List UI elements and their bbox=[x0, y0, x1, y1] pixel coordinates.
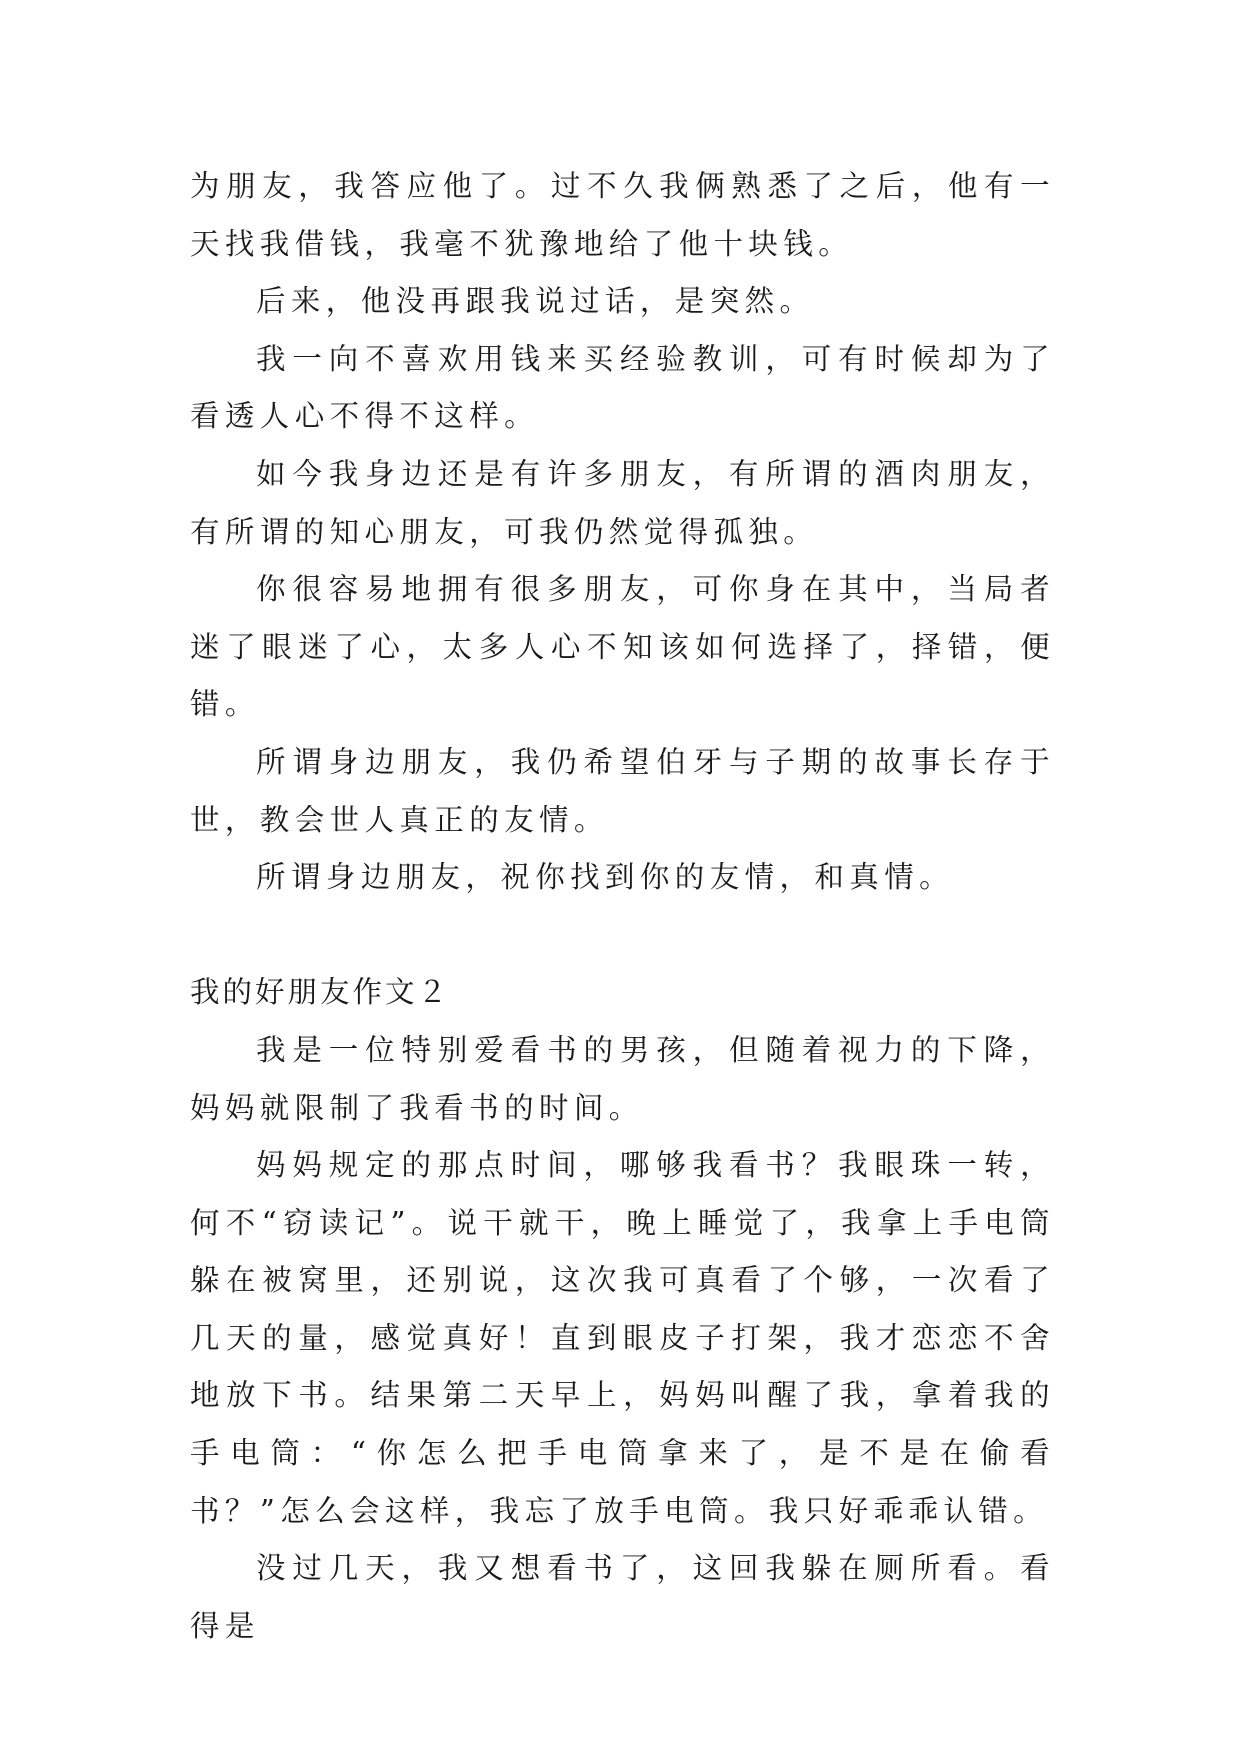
paragraph: 你很容易地拥有很多朋友，可你身在其中，当局者迷了眼迷了心，太多人心不知该如何选择了，择错，便错。 bbox=[190, 572, 1055, 722]
paragraph: 我是一位特别爱看书的男孩，但随着视力的下降，妈妈就限制了我看书的时间。 bbox=[190, 1032, 1055, 1125]
paragraph: 所谓身边朋友，我仍希望伯牙与子期的故事长存于世，教会世人真正的友情。 bbox=[190, 744, 1055, 837]
paragraph-continued: 为朋友，我答应他了。过不久我俩熟悉了之后，他有一天找我借钱，我毫不犹豫地给了他十块钱。 bbox=[190, 169, 1055, 261]
paragraph: 我一向不喜欢用钱来买经验教训，可有时候却为了看透人心不得不这样。 bbox=[190, 341, 1055, 434]
paragraph: 后来，他没再跟我说过话，是突然。 bbox=[256, 284, 815, 319]
paragraph: 如今我身边还是有许多朋友，有所谓的酒肉朋友，有所谓的知心朋友，可我仍然觉得孤独。 bbox=[190, 456, 1055, 549]
paragraph: 没过几天，我又想看书了，这回我躲在厕所看。看得是 bbox=[190, 1551, 1055, 1643]
section-heading: 我的好朋友作文２ bbox=[190, 975, 451, 1010]
paragraph: 妈妈规定的那点时间，哪够我看书？我眼珠一转，何不“窃读记”。说干就干，晚上睡觉了，我拿上手电筒躲在被窝里，还别说，这次我可真看了个够，一次看了几天的量，感觉真好！直到眼皮子打架，我才恋恋不舍地放下书。结果第二天早上，妈妈叫醒了我，拿着我的手电筒：“你怎么把手电筒拿来了，是不是在偷看书？”怎么会这样，我忘了放手电筒。我只好乖乖认错。 bbox=[190, 1148, 1055, 1528]
document-body bbox=[190, 158, 1055, 1655]
paragraph: 所谓身边朋友，祝你找到你的友情，和真情。 bbox=[256, 860, 955, 895]
